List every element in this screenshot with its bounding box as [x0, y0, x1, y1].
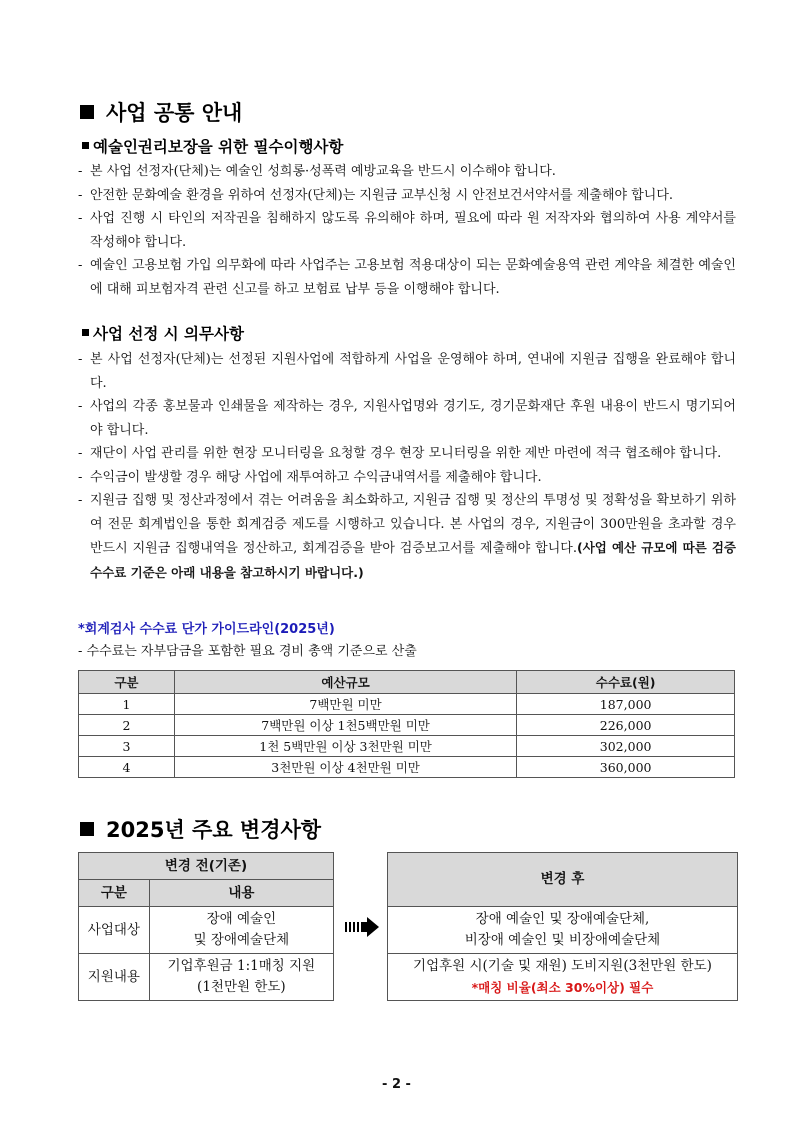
list-item-text: 지원금 집행 및 정산과정에서 겪는 어려움을 최소화하고, 지원금 집행 및 정산의 투명성 및 정확성을 확보하기 위하여 전문 회계법인을 통한 회계검증 제도를 시행하고 있습니다. 본 사업의 경우, 지원금이 300만원을 초과할 경우 반드시 지원금 집행내역을 정산하고, 회계검증을 받아 검증보고서를 제출해야 합니다. — [90, 493, 736, 556]
fee-table — [78, 670, 735, 778]
square-bullet-icon — [80, 822, 94, 836]
table-row — [79, 694, 735, 715]
table-row — [79, 757, 735, 778]
after-title: 변경 후 — [388, 853, 738, 907]
table-cell: 3 — [79, 736, 175, 757]
list-item: - 예술인 고용보험 가입 의무화에 따라 사업주는 고용보험 적용대상이 되는 문화예술용역 관련 계약을 체결한 예술인에 대해 피보험자격 관련 신고를 하고 보험료 납부 등을 이행해야 합니다. — [78, 254, 736, 301]
list-item: - 수익금이 발생할 경우 해당 사업에 재투여하고 수익금내역서를 제출해야 합니다. — [78, 466, 736, 490]
cell-line: 비장애 예술인 및 비장애예술단체 — [464, 932, 661, 948]
cell-line: 기업후원금 1:1매칭 지원 — [167, 958, 316, 974]
table-row — [79, 736, 735, 757]
list-item: - 사업 진행 시 타인의 저작권을 침해하지 않도록 유의해야 하며, 필요에 따라 원 저작자와 협의하여 사용 계약서를 작성해야 합니다. — [78, 207, 736, 254]
rights-list — [78, 160, 736, 301]
list-item — [78, 489, 736, 585]
subsection-title-obligations — [82, 324, 244, 344]
cell-line: 및 장애예술단체 — [193, 932, 290, 948]
table-cell: 187,000 — [517, 694, 735, 715]
table-cell: 3천만원 이상 4천만원 미만 — [174, 757, 516, 778]
cell-line: 장애 예술인 — [206, 911, 277, 927]
table-row — [79, 715, 735, 736]
table-cell — [388, 907, 738, 954]
square-bullet-icon — [80, 105, 94, 119]
table-cell — [388, 954, 738, 1001]
table-row — [79, 954, 334, 1001]
list-item: - 사업의 각종 홍보물과 인쇄물을 제작하는 경우, 지원사업명와 경기도, 경기문화재단 후원 내용이 반드시 명기되어야 합니다. — [78, 395, 736, 442]
table-row — [79, 907, 334, 954]
subsection-title-text: 예술인권리보장을 위한 필수이행사항 — [93, 138, 344, 156]
table-header-row — [79, 671, 735, 694]
list-item: - 본 사업 선정자(단체)는 선정된 지원사업에 적합하게 사업을 운영해야 하며, 연내에 지원금 집행을 완료해야 합니다. — [78, 348, 736, 395]
column-header: 수수료(원) — [517, 671, 735, 694]
section-title-changes — [80, 817, 321, 843]
list-item: - 안전한 문화예술 환경을 위하여 선정자(단체)는 지원금 교부신청 시 안전보건서약서를 제출해야 합니다. — [78, 184, 736, 208]
row-label: 지원내용 — [79, 954, 150, 1001]
cell-line: (1천만원 한도) — [197, 979, 286, 995]
table-cell — [149, 907, 333, 954]
before-table — [78, 852, 334, 1001]
table-cell: 302,000 — [517, 736, 735, 757]
list-item: - 본 사업 선정자(단체)는 예술인 성희롱·성폭력 예방교육을 반드시 이수해야 합니다. — [78, 160, 736, 184]
before-title: 변경 전(기존) — [79, 853, 334, 880]
table-cell: 4 — [79, 757, 175, 778]
table-cell: 360,000 — [517, 757, 735, 778]
list-item: - 재단이 사업 관리를 위한 현장 모니터링을 요청할 경우 현장 모니터링을 위한 제반 마련에 적극 협조해야 합니다. — [78, 442, 736, 466]
guideline-note: - 수수료는 자부담금을 포함한 필요 경비 총액 기준으로 산출 — [78, 644, 417, 659]
section-title-common — [80, 100, 242, 126]
table-row — [388, 907, 738, 954]
table-cell: 1천 5백만원 이상 3천만원 미만 — [174, 736, 516, 757]
table-row — [388, 954, 738, 1001]
column-header: 내용 — [149, 880, 333, 907]
table-cell: 2 — [79, 715, 175, 736]
matching-ratio-note: *매칭 비율(최소 30%이상) 필수 — [471, 980, 654, 995]
cell-line: 기업후원 시(기술 및 재원) 도비지원(3천만원 한도) — [413, 958, 712, 974]
page-number: - 2 - — [382, 1077, 411, 1092]
column-header: 구분 — [79, 671, 175, 694]
subsection-title-rights — [82, 137, 343, 157]
small-square-bullet-icon — [82, 142, 89, 149]
table-cell: 7백만원 이상 1천5백만원 미만 — [174, 715, 516, 736]
obligations-list — [78, 348, 736, 585]
table-cell: 1 — [79, 694, 175, 715]
table-cell — [149, 954, 333, 1001]
small-square-bullet-icon — [82, 329, 89, 336]
table-cell: 226,000 — [517, 715, 735, 736]
section-title-text: 사업 공통 안내 — [106, 101, 243, 125]
table-cell: 7백만원 미만 — [174, 694, 516, 715]
section-title-text: 2025년 주요 변경사항 — [106, 818, 322, 842]
arrow-right-icon — [345, 917, 379, 937]
row-label: 사업대상 — [79, 907, 150, 954]
cell-line: 장애 예술인 및 장애예술단체, — [475, 911, 650, 927]
list-item-bold-note: (사업 예산 규모에 따른 검증 수수료 기준은 아래 내용을 참고하시기 바랍니다.) — [90, 540, 736, 580]
after-table — [387, 852, 738, 1001]
guideline-title: *회계검사 수수료 단가 가이드라인(2025년) — [78, 622, 335, 637]
column-header: 구분 — [79, 880, 150, 907]
subsection-title-text: 사업 선정 시 의무사항 — [93, 325, 244, 343]
column-header: 예산규모 — [174, 671, 516, 694]
